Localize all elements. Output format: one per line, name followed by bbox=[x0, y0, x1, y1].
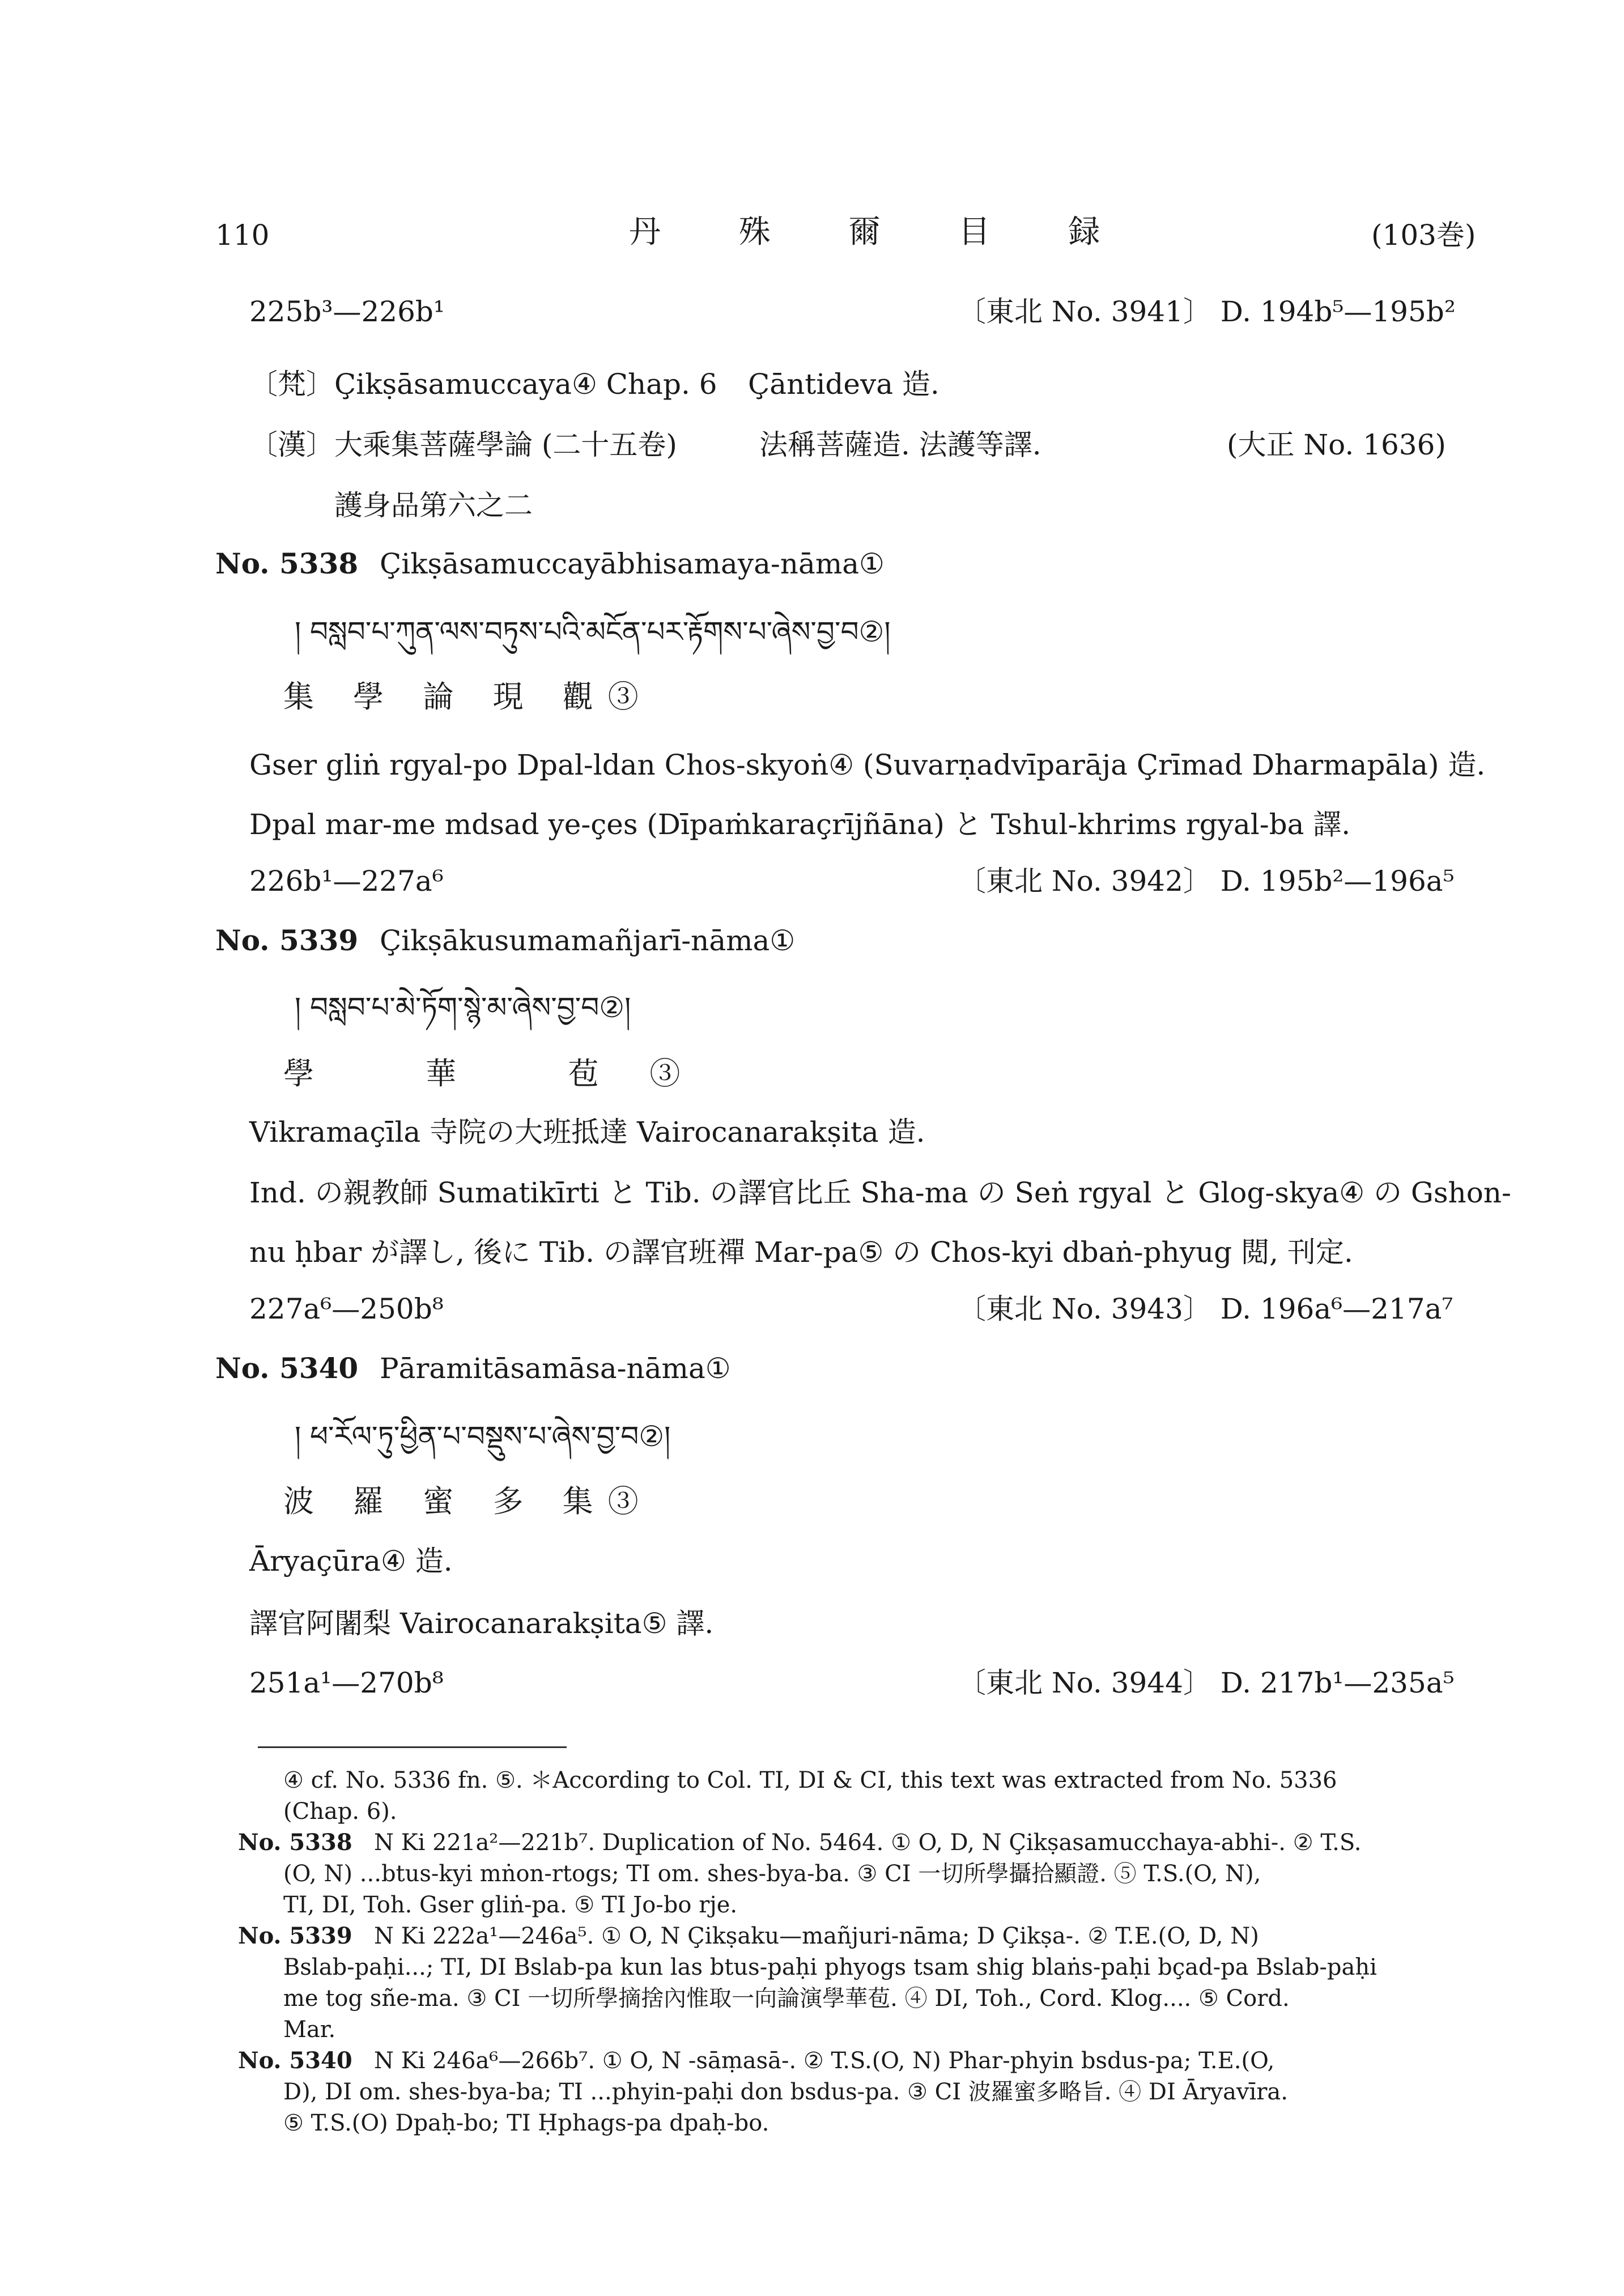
catalog-reference: 〔東北 No. 3942〕 D. 195b²—196a⁵ bbox=[958, 865, 1455, 898]
taisho-reference: (大正 No. 1636) bbox=[1227, 428, 1446, 461]
footnote-line: ⑤ T.S.(O) Dpaḥ-bo; TI Ḥphags-pa dpaḥ-bo. bbox=[283, 2110, 770, 2136]
catalog-reference: 〔東北 No. 3943〕 D. 196a⁶—217a⁷ bbox=[958, 1292, 1453, 1325]
sanskrit-author: Çāntideva 造. bbox=[748, 368, 939, 401]
tibetan-title: ། བསླབ་པ་ཀུན་ལས་བཏུས་པའི་མངོན་པར་རྟོགས་པ་ཞེས་བྱ་བ②། bbox=[295, 615, 891, 648]
footnote-label: No. 5340 bbox=[238, 2047, 352, 2074]
footnote-line: Bslab-paḥi...; TI, DI Bslab-pa kun las btus-paḥi phyogs tsam shig blaṅs-paḥi bçad-pa Bslab-paḥi bbox=[283, 1954, 1377, 1980]
footnote-rule bbox=[258, 1746, 567, 1748]
page-number: 110 bbox=[215, 219, 270, 252]
author-line: Gser gliṅ rgyal-po Dpal-ldan Chos-skyoṅ④ (Suvarṇadvīparāja Çrīmad Dharmapāla) 造. bbox=[249, 749, 1486, 781]
translator-line: Ind. の親教師 Sumatikīrti と Tib. の譯官比丘 Sha-ma の Seṅ rgyal と Glog-skya④ の Gshon- bbox=[249, 1176, 1511, 1209]
translator-line-cont: nu ḥbar が譯し, 後に Tib. の譯官班禪 Mar-pa⑤ の Chos-kyi dbaṅ-phyug 閲, 刊定. bbox=[249, 1236, 1353, 1269]
footnote-line: N Ki 221a²—221b⁷. Duplication of No. 5464. ① O, D, N Çikṣasamucchaya-abhi-. ② T.S. bbox=[374, 1830, 1362, 1856]
sanskrit-title: Çikṣāsamuccaya④ Chap. 6 bbox=[334, 368, 717, 401]
chinese-chapter: 護身品第六之二 bbox=[334, 489, 533, 522]
catalog-reference: 〔東北 No. 3941〕 D. 194b⁵—195b² bbox=[958, 295, 1456, 328]
author-line: Vikramaçīla 寺院の大班抵達 Vairocanarakṣita 造. bbox=[249, 1116, 925, 1149]
footnote-label: No. 5339 bbox=[238, 1923, 352, 1949]
chinese-title: 學 華 苞③ bbox=[283, 1056, 732, 1091]
footnote-line: ④ cf. No. 5336 fn. ⑤. ＊According to Col. TI, DI & CI, this text was extracted from No. 5336 bbox=[283, 1767, 1337, 1793]
footnote-line: N Ki 222a¹—246a⁵. ① O, N Çikṣaku—mañjuri-nāma; D Çikṣa-. ② T.E.(O, D, N) bbox=[374, 1923, 1259, 1949]
tibetan-title: ། བསླབ་པ་མེ་ཏོག་སྙེ་མ་ཞེས་བྱ་བ②། bbox=[295, 991, 631, 1024]
entry-title: Çikṣākusumamañjarī-nāma① bbox=[380, 924, 796, 957]
translator-line: Dpal mar-me mdsad ye-çes (Dīpaṁkaraçrījñāna) と Tshul-khrims rgyal-ba 譯. bbox=[249, 808, 1351, 841]
chinese-title: 集 學 論 現 觀③ bbox=[283, 679, 653, 715]
page-title: 丹 殊 爾 目 録 bbox=[629, 214, 1134, 250]
author-line: Āryaçūra④ 造. bbox=[249, 1545, 453, 1578]
chinese-translator: 法稱菩薩造. 法護等譯. bbox=[759, 428, 1041, 461]
footnote-line: (O, N) ...btus-kyi mṅon-rtogs; TI om. shes-bya-ba. ③ CI 一切所學攝拾顯證. ⑤ T.S.(O, N), bbox=[283, 1861, 1261, 1887]
folio-range: 251a¹—270b⁸ bbox=[249, 1666, 444, 1699]
footnote-line: D), DI om. shes-bya-ba; TI ...phyin-paḥi don bsdus-pa. ③ CI 波羅蜜多略旨. ④ DI Āryavīra. bbox=[283, 2079, 1288, 2105]
entry-title: Pāramitāsamāsa-nāma① bbox=[380, 1352, 731, 1385]
chinese-title: 波 羅 蜜 多 集③ bbox=[283, 1483, 653, 1519]
footnote-line: (Chap. 6). bbox=[283, 1798, 397, 1825]
entry-number: No. 5339 bbox=[215, 924, 359, 957]
tibetan-title: ། ཕ་རོལ་ཏུ་ཕྱིན་པ་བསྡུས་པ་ཞེས་བྱ་བ②། bbox=[295, 1420, 671, 1453]
entry-title: Çikṣāsamuccayābhisamaya-nāma① bbox=[380, 547, 885, 580]
entry-number: No. 5338 bbox=[215, 547, 359, 580]
footnote-line: TI, DI, Toh. Gser gliṅ-pa. ⑤ TI Jo-bo rje. bbox=[283, 1892, 738, 1918]
footnote-line: me tog sñe-ma. ③ CI 一切所學摘捨內惟取一向論演學華苞. ④ DI, Toh., Cord. Klog.... ⑤ Cord. bbox=[283, 1985, 1290, 2012]
folio-range: 227a⁶—250b⁸ bbox=[249, 1292, 444, 1325]
footnote-label: No. 5338 bbox=[238, 1829, 352, 1856]
folio-range: 226b¹—227a⁶ bbox=[249, 865, 444, 898]
sanskrit-label: 〔梵〕 bbox=[249, 368, 334, 401]
footnote-line: N Ki 246a⁶—266b⁷. ① O, N -sāṃasā-. ② T.S.(O, N) Phar-phyin bsdus-pa; T.E.(O, bbox=[374, 2048, 1275, 2074]
entry-number: No. 5340 bbox=[215, 1351, 359, 1385]
chinese-title: 大乘集菩薩學論 (二十五卷) bbox=[334, 428, 677, 461]
chinese-label: 〔漢〕 bbox=[249, 428, 334, 461]
folio-range: 225b³—226b¹ bbox=[249, 295, 445, 328]
catalog-reference: 〔東北 No. 3944〕 D. 217b¹—235a⁵ bbox=[958, 1666, 1455, 1699]
footnote-line: Mar. bbox=[283, 2017, 336, 2043]
translator-line: 譯官阿闍梨 Vairocanarakṣita⑤ 譯. bbox=[249, 1607, 714, 1640]
volume-label: (103巻) bbox=[1371, 219, 1476, 252]
